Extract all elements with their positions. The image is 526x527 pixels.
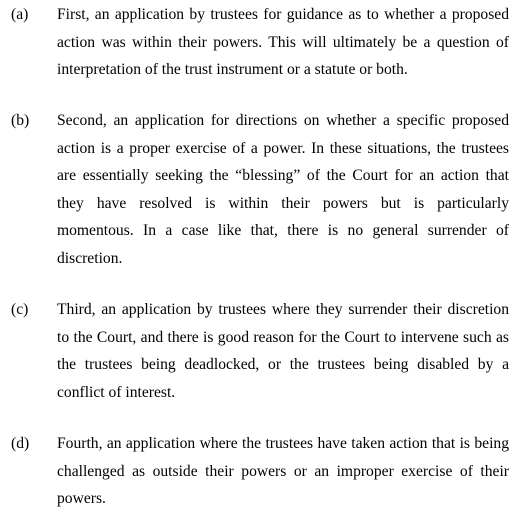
paragraph-text [57, 107, 509, 272]
text-line: Third, an application by trustees where they surrender their discretion [57, 301, 509, 318]
text-line: they have resolved is within their powers but is particularly [57, 194, 509, 212]
text-line: momentous. In a case like that, there is no general surrender of [57, 222, 509, 239]
list-marker: (c) [11, 301, 29, 318]
text-line: interpretation of the trust instrument or a statute or both. [57, 61, 408, 78]
text-line: action is a proper exercise of a power. In these situations, the trustees [57, 139, 509, 157]
paragraph-text [57, 1, 509, 84]
text-line: First, an application by trustees for guidance as to whether a proposed [57, 6, 509, 23]
paragraph-text [57, 296, 509, 406]
text-line: Fourth, an application where the trustees have taken action that is being [57, 435, 509, 452]
text-line: the trustees being deadlocked, or the trustees being disabled by a [57, 356, 509, 373]
text-line: powers. [57, 490, 106, 507]
list-marker: (a) [11, 6, 29, 23]
text-line: to the Court, and there is good reason for the Court to intervene such as [57, 328, 509, 346]
text-line: discretion. [57, 249, 123, 267]
text-line: Second, an application for directions on whether a specific proposed [57, 112, 509, 129]
text-line: are essentially seeking the “blessing” of the Court for an action that [57, 167, 509, 184]
paragraph-text [57, 430, 509, 513]
list-marker: (b) [11, 112, 30, 129]
text-line: challenged as outside their powers or an improper exercise of their [57, 462, 509, 480]
text-line: conflict of interest. [57, 383, 176, 401]
list-marker: (d) [11, 435, 30, 452]
text-line: action was within their powers. This will ultimately be a question of [57, 33, 509, 51]
